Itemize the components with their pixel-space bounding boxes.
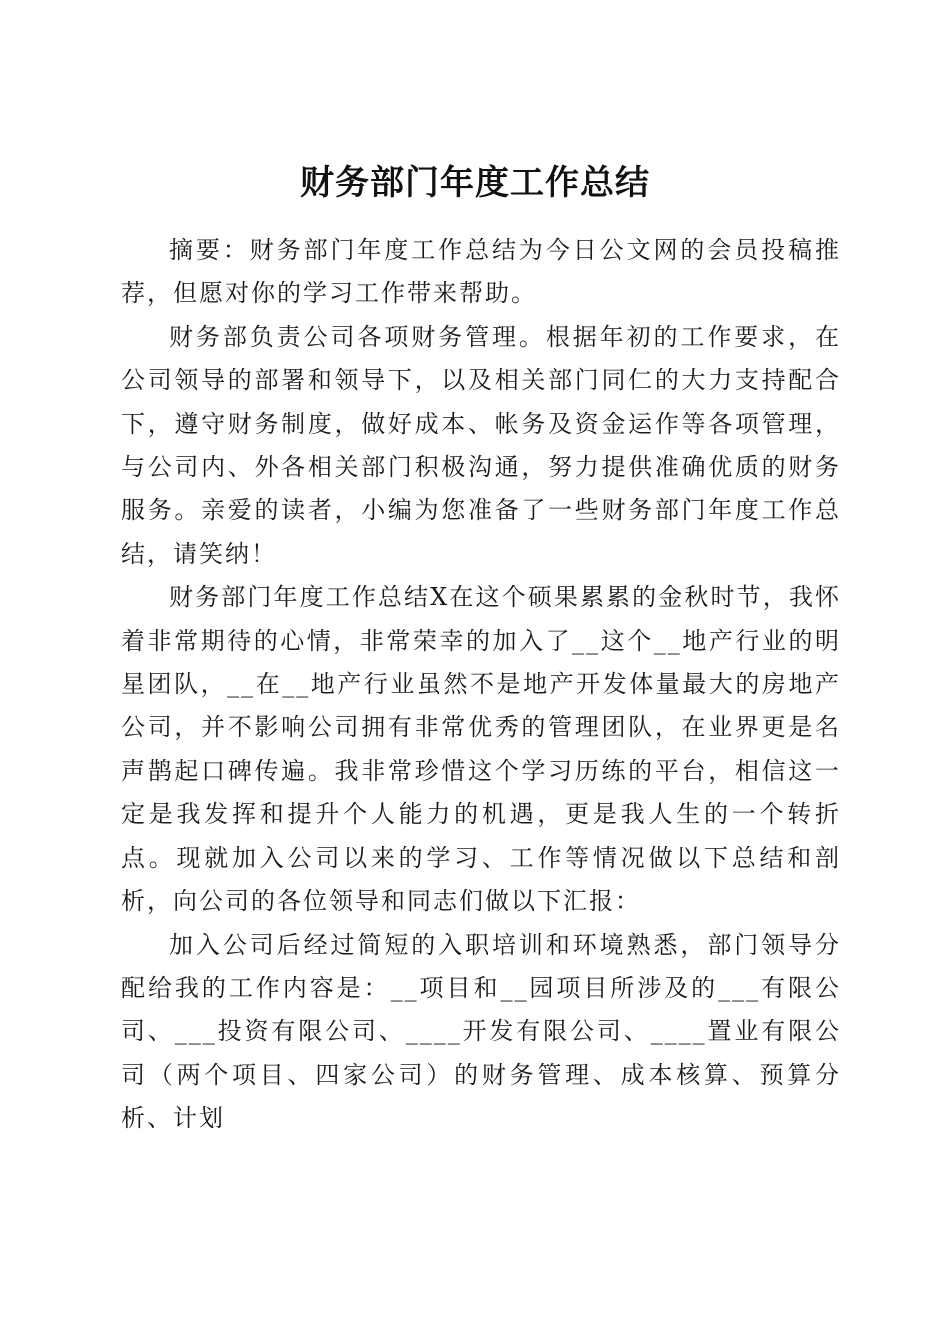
document-title: 财务部门年度工作总结 xyxy=(300,162,650,203)
paragraph-work-content: 加入公司后经过简短的入职培训和环境熟悉，部门领导分配给我的工作内容是：__项目和__园项目所涉及的___有限公司、___投资有限公司、____开发有限公司、____置业有限公司（两个项目、四家公司）的财务管理、成本核算、预算分析、计划 xyxy=(121,930,841,1133)
document-body xyxy=(121,229,841,1141)
paragraph-intro: 财务部负责公司各项财务管理。根据年初的工作要求，在公司领导的部署和领导下，以及相关部门同仁的大力支持配合下，遵守财务制度，做好成本、帐务及资金运作等各项管理，与公司内、外各相关部门积极沟通，努力提供准确优质的财务服务。亲爱的读者，小编为您准备了一些财务部门年度工作总结，请笑纳！ xyxy=(121,322,841,568)
paragraph-summary: 财务部门年度工作总结X在这个硕果累累的金秋时节，我怀着非常期待的心情，非常荣幸的加入了__这个__地产行业的明星团队，__在__地产行业虽然不是地产开发体量最大的房地产公司，并不影响公司拥有非常优秀的管理团队，在业界更是名声鹊起口碑传遍。我非常珍惜这个学习历练的平台，相信这一定是我发挥和提升个人能力的机遇，更是我人生的一个转折点。现就加入公司以来的学习、工作等情况做以下总结和剖析，向公司的各位领导和同志们做以下汇报： xyxy=(121,583,841,916)
paragraph-abstract: 摘要：财务部门年度工作总结为今日公文网的会员投稿推荐，但愿对你的学习工作带来帮助。 xyxy=(121,236,841,308)
